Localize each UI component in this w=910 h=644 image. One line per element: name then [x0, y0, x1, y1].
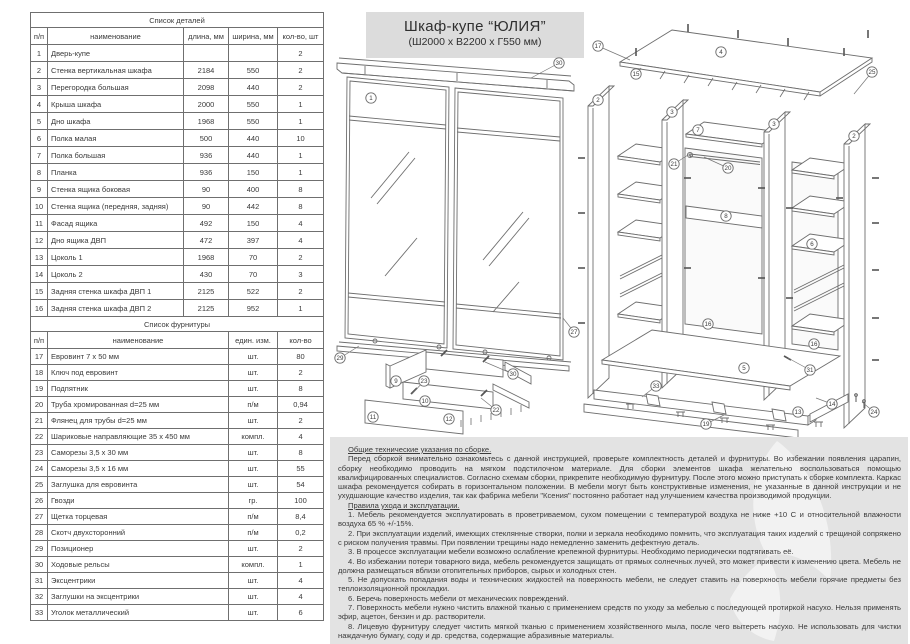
- instructions-panel: [330, 437, 908, 644]
- table-cell: Ходовые рельсы: [48, 557, 229, 573]
- table-row: [31, 413, 324, 429]
- table-cell: 5: [31, 113, 48, 130]
- table-cell: 2: [278, 62, 324, 79]
- table-row: [31, 232, 324, 249]
- table-cell: Саморезы 3,5 х 30 мм: [48, 445, 229, 461]
- parts-table-title: Список деталей: [31, 13, 324, 28]
- table-cell: 54: [278, 477, 324, 493]
- table-cell: п/м: [229, 397, 278, 413]
- table-cell: 12: [31, 232, 48, 249]
- table-cell: Стенка вертикальная шкафа: [48, 62, 184, 79]
- table-cell: 522: [229, 283, 278, 300]
- svg-text:21: 21: [670, 161, 678, 169]
- table-cell: 8: [31, 164, 48, 181]
- diagram-callout-8: [721, 211, 731, 221]
- table-row: [31, 493, 324, 509]
- table-cell: Цоколь 2: [48, 266, 184, 283]
- table-row: [31, 130, 324, 147]
- svg-text:22: 22: [492, 407, 500, 415]
- table-cell: 2: [278, 365, 324, 381]
- svg-text:13: 13: [794, 409, 802, 417]
- svg-text:31: 31: [806, 367, 814, 375]
- table-row: [31, 147, 324, 164]
- svg-text:6: 6: [810, 241, 814, 249]
- table-cell: 28: [31, 525, 48, 541]
- table-cell: 2184: [184, 62, 229, 79]
- svg-text:16: 16: [810, 341, 818, 349]
- table-cell: шт.: [229, 589, 278, 605]
- table-cell: п/м: [229, 525, 278, 541]
- diagram-callout-25: [854, 67, 877, 94]
- table-cell: 26: [31, 493, 48, 509]
- table-row: [31, 349, 324, 365]
- table-cell: 6: [278, 605, 324, 621]
- table-cell: 440: [229, 130, 278, 147]
- table-cell: Стенка ящика (передняя, задняя): [48, 198, 184, 215]
- table-cell: гр.: [229, 493, 278, 509]
- parts-and-hardware-tables: [30, 12, 325, 621]
- table-cell: 70: [229, 249, 278, 266]
- diagram-callout-5: [739, 363, 749, 373]
- table-cell: 472: [184, 232, 229, 249]
- diagram-callout-13: [793, 407, 803, 417]
- table-cell: Труба хромированная d=25 мм: [48, 397, 229, 413]
- table-cell: 90: [184, 198, 229, 215]
- table-cell: 4: [278, 429, 324, 445]
- svg-text:17: 17: [594, 43, 602, 51]
- table-cell: 1: [278, 147, 324, 164]
- svg-text:2: 2: [596, 97, 600, 105]
- table-cell: 492: [184, 215, 229, 232]
- table-cell: 1968: [184, 249, 229, 266]
- parts-table-body: [31, 45, 324, 317]
- svg-text:11: 11: [369, 414, 377, 422]
- table-cell: 2: [278, 413, 324, 429]
- table-cell: 952: [229, 300, 278, 317]
- table-cell: 2: [278, 45, 324, 62]
- table-cell: 27: [31, 509, 48, 525]
- table-cell: Цоколь 1: [48, 249, 184, 266]
- svg-text:10: 10: [421, 398, 429, 406]
- table-cell: Флянец для трубы d=25 мм: [48, 413, 229, 429]
- table-cell: 14: [31, 266, 48, 283]
- table-row: [31, 605, 324, 621]
- drawer-front-panel: [403, 382, 493, 409]
- table-cell: 3: [31, 79, 48, 96]
- table-cell: 0,2: [278, 525, 324, 541]
- table-cell: 31: [31, 573, 48, 589]
- table-row: [31, 509, 324, 525]
- table-cell: 10: [31, 198, 48, 215]
- product-dimensions: (Ш2000 х В2200 х Г550 мм): [408, 36, 542, 48]
- table-cell: 150: [229, 215, 278, 232]
- table-cell: 1: [278, 557, 324, 573]
- table-cell: 4: [278, 589, 324, 605]
- table-cell: 500: [184, 130, 229, 147]
- table-cell: компл.: [229, 557, 278, 573]
- table-cell: шт.: [229, 365, 278, 381]
- table-cell: 20: [31, 397, 48, 413]
- table-cell: 440: [229, 147, 278, 164]
- table-cell: Заглушки на эксцентрики: [48, 589, 229, 605]
- table-cell: 21: [31, 413, 48, 429]
- table-row: [31, 557, 324, 573]
- table-cell: 936: [184, 164, 229, 181]
- diagram-callout-17: [593, 41, 630, 60]
- table-cell: Ключ под евровинт: [48, 365, 229, 381]
- table-cell: 2: [31, 62, 48, 79]
- table-cell: 13: [31, 249, 48, 266]
- table-cell: 29: [31, 541, 48, 557]
- table-cell: Шариковые направляющие 35 х 450 мм: [48, 429, 229, 445]
- table-cell: 442: [229, 198, 278, 215]
- diagram-callout-10: [420, 396, 430, 406]
- table-row: [31, 381, 324, 397]
- table-cell: 6: [31, 130, 48, 147]
- diagram-callout-9: [391, 376, 401, 386]
- svg-text:30: 30: [509, 371, 517, 379]
- table-cell: 550: [229, 62, 278, 79]
- table-row: [31, 79, 324, 96]
- svg-text:4: 4: [719, 49, 723, 57]
- table-row: [31, 525, 324, 541]
- table-cell: Крыша шкафа: [48, 96, 184, 113]
- svg-text:30: 30: [555, 60, 563, 68]
- table-cell: 2125: [184, 300, 229, 317]
- care-rule-1: 1. Мебель рекомендуется эксплуатировать в проветриваемом, сухом помещении с температурой воздуха не ниже +10 С и относительной влажности воздуха 65 % +/-15%.: [338, 510, 901, 529]
- table-row: [31, 198, 324, 215]
- svg-text:2: 2: [852, 133, 856, 141]
- table-cell: 550: [229, 96, 278, 113]
- table-cell: 2: [278, 79, 324, 96]
- parts-table: [30, 12, 324, 317]
- top-panel: [620, 30, 872, 96]
- table-cell: 400: [229, 181, 278, 198]
- table-cell: 4: [278, 215, 324, 232]
- table-cell: 32: [31, 589, 48, 605]
- table-cell: 1: [278, 113, 324, 130]
- column-header: наименование: [48, 332, 229, 349]
- svg-text:27: 27: [570, 329, 578, 337]
- diagram-callout-15: [631, 69, 641, 79]
- table-cell: Задняя стенка шкафа ДВП 2: [48, 300, 184, 317]
- diagram-callout-1: [366, 93, 376, 103]
- table-cell: Дверь-купе: [48, 45, 184, 62]
- column-header: един. изм.: [229, 332, 278, 349]
- svg-text:1: 1: [369, 95, 373, 103]
- svg-text:7: 7: [696, 127, 700, 135]
- right-wall: [844, 124, 870, 428]
- table-cell: Стенка ящика боковая: [48, 181, 184, 198]
- svg-text:25: 25: [868, 69, 876, 77]
- table-cell: Планка: [48, 164, 184, 181]
- care-rule-7: 7. Поверхность мебели нужно чистить влажной тканью с применением средств по уходу за мебелью с последующей протиркой насухо. Нельзя применять эфир, ацетон, бензин и др. растворители.: [338, 603, 901, 622]
- diagram-callout-2: [849, 131, 859, 141]
- diagram-callout-11: [368, 412, 378, 422]
- table-cell: 8: [278, 445, 324, 461]
- table-cell: 22: [31, 429, 48, 445]
- diagram-callout-3: [667, 107, 677, 117]
- instructions-paragraph-assembly: Перед сборкой внимательно ознакомьтесь с данной инструкцией, проверьте комплектность деталей и фурнитуры. Во избежании появления царапин, сборку необходимо проводить на мягком подстилочном материале. Для сборки элементов шкафа желательно воспользоваться помощью квалифицированных специалистов. Согласно схемам сборки, прикрепите необходимую фурнитуру. После этого можно приступать к сборке комплекта. Каркас шкафа рекомендуется собирать в горизонтальном положении. В мебели могут быть конструктивные изменения, не указанные в данной инструкции и не ухудшающие качество изделия, так как фабрика мебели "Ксения" постоянно работает над улучшением качества производимой продукции.: [338, 454, 901, 501]
- svg-text:3: 3: [670, 109, 674, 117]
- table-cell: 2125: [184, 283, 229, 300]
- hardware-table-title: Список фурнитуры: [31, 317, 324, 332]
- diagram-callout-12: [444, 414, 454, 424]
- table-row: [31, 365, 324, 381]
- hardware-table: [30, 316, 324, 621]
- table-row: [31, 62, 324, 79]
- table-row: [31, 589, 324, 605]
- care-rule-3: 3. В процессе эксплуатации мебели возможно ослабление крепежной фурнитуры. Необходимо периодически подтягивать её.: [348, 547, 794, 557]
- svg-text:20: 20: [724, 165, 732, 173]
- table-cell: 397: [229, 232, 278, 249]
- table-cell: 440: [229, 79, 278, 96]
- table-cell: 4: [31, 96, 48, 113]
- column-header: наименование: [48, 28, 184, 45]
- svg-text:12: 12: [445, 416, 453, 424]
- column-header: кол-во: [278, 332, 324, 349]
- table-cell: компл.: [229, 429, 278, 445]
- table-cell: 4: [278, 573, 324, 589]
- table-cell: Подпятник: [48, 381, 229, 397]
- table-row: [31, 300, 324, 317]
- instructions-heading-assembly: Общие технические указания по сборке.: [348, 445, 492, 454]
- table-cell: Перегородка большая: [48, 79, 184, 96]
- table-row: [31, 45, 324, 62]
- svg-text:19: 19: [702, 421, 710, 429]
- svg-text:23: 23: [420, 378, 428, 386]
- column-header: п/п: [31, 28, 48, 45]
- table-cell: 23: [31, 445, 48, 461]
- table-cell: Уголок металлический: [48, 605, 229, 621]
- parts-table-header-row: [31, 28, 324, 45]
- table-cell: Щетка торцевая: [48, 509, 229, 525]
- table-cell: шт.: [229, 541, 278, 557]
- table-cell: 4: [278, 232, 324, 249]
- table-cell: 10: [278, 130, 324, 147]
- diagram-callout-6: [807, 239, 817, 249]
- svg-text:3: 3: [772, 121, 776, 129]
- table-cell: 24: [31, 461, 48, 477]
- table-cell: Полка большая: [48, 147, 184, 164]
- table-row: [31, 541, 324, 557]
- table-row: [31, 397, 324, 413]
- table-cell: 18: [31, 365, 48, 381]
- table-cell: Гвозди: [48, 493, 229, 509]
- table-cell: 30: [31, 557, 48, 573]
- care-rule-4: 4. Во избежании потери товарного вида, мебель рекомендуется защищать от прямых солнечных лучей, это может привести к изменению цвета. Мебель не должна размещаться вблизи отопительных приборов, сырых и холодных стен.: [338, 556, 901, 575]
- table-cell: шт.: [229, 349, 278, 365]
- column-header: ширина, мм: [229, 28, 278, 45]
- diagram-callout-16: [809, 339, 819, 349]
- table-cell: 7: [31, 147, 48, 164]
- table-cell: 936: [184, 147, 229, 164]
- table-row: [31, 573, 324, 589]
- table-row: [31, 461, 324, 477]
- svg-text:8: 8: [724, 213, 728, 221]
- table-cell: 70: [229, 266, 278, 283]
- table-cell: 150: [229, 164, 278, 181]
- table-cell: 25: [31, 477, 48, 493]
- table-row: [31, 283, 324, 300]
- table-row: [31, 96, 324, 113]
- table-cell: 1968: [184, 113, 229, 130]
- sliding-doors-and-drawer-diagram: [333, 50, 583, 442]
- table-cell: 90: [184, 181, 229, 198]
- table-cell: Скотч двухсторонний: [48, 525, 229, 541]
- table-cell: 1: [278, 300, 324, 317]
- table-cell: Дно ящика ДВП: [48, 232, 184, 249]
- back-panel-middle: [685, 148, 762, 334]
- table-row: [31, 113, 324, 130]
- table-cell: 3: [278, 266, 324, 283]
- table-cell: 100: [278, 493, 324, 509]
- table-cell: 8: [278, 181, 324, 198]
- care-rule-8: 8. Лицевую фурнитуру следует чистить мягкой тканью с применением хозяйственного мыла, после чего вытереть насухо. Не использовать для чистки наждачную бумагу, соду и др. средства, содержащие абразивные материалы.: [338, 621, 901, 640]
- table-cell: 17: [31, 349, 48, 365]
- table-row: [31, 215, 324, 232]
- table-cell: 55: [278, 461, 324, 477]
- table-cell: шт.: [229, 445, 278, 461]
- svg-text:16: 16: [704, 321, 712, 329]
- table-cell: 1: [278, 164, 324, 181]
- svg-text:5: 5: [742, 365, 746, 373]
- table-cell: 430: [184, 266, 229, 283]
- table-cell: 11: [31, 215, 48, 232]
- table-row: [31, 181, 324, 198]
- table-row: [31, 445, 324, 461]
- table-cell: 33: [31, 605, 48, 621]
- svg-text:24: 24: [870, 409, 878, 417]
- plinth-boards: [584, 390, 848, 438]
- table-cell: Дно шкафа: [48, 113, 184, 130]
- wardrobe-exploded-diagram: [576, 8, 908, 438]
- table-cell: 2: [278, 541, 324, 557]
- table-cell: 80: [278, 349, 324, 365]
- diagram-callout-24: [862, 402, 879, 417]
- column-header: кол-во, шт: [278, 28, 324, 45]
- table-cell: Саморезы 3,5 х 16 мм: [48, 461, 229, 477]
- product-title: Шкаф-купе “ЮЛИЯ”: [404, 18, 546, 35]
- table-cell: 9: [31, 181, 48, 198]
- table-cell: 8,4: [278, 509, 324, 525]
- hardware-table-header-row: [31, 332, 324, 349]
- table-cell: п/м: [229, 509, 278, 525]
- table-row: [31, 164, 324, 181]
- svg-text:33: 33: [652, 383, 660, 391]
- table-cell: Евровинт 7 х 50 мм: [48, 349, 229, 365]
- column-header: длина, мм: [184, 28, 229, 45]
- table-cell: Эксцентрики: [48, 573, 229, 589]
- table-cell: Заглушка для евровинта: [48, 477, 229, 493]
- table-cell: шт.: [229, 461, 278, 477]
- table-cell: 2: [278, 249, 324, 266]
- care-rule-2: 2. При эксплуатации изделий, имеющих стеклянные створки, полки и зеркала необходимо помнить, что эксплуатация таких изделий с трещиной сопряжено с риском получения травмы. При появлении трещины надо немедленно заменить дефектную деталь.: [338, 528, 901, 547]
- table-cell: 550: [229, 113, 278, 130]
- table-cell: 0,94: [278, 397, 324, 413]
- table-row: [31, 429, 324, 445]
- table-cell: шт.: [229, 381, 278, 397]
- left-wall: [588, 86, 614, 398]
- diagram-callout-2: [593, 95, 603, 105]
- table-cell: Задняя стенка шкафа ДВП 1: [48, 283, 184, 300]
- diagram-callout-4: [716, 47, 726, 57]
- table-row: [31, 249, 324, 266]
- table-row: [31, 477, 324, 493]
- care-rule-6: 6. Беречь поверхность мебели от механических повреждений.: [348, 593, 569, 603]
- table-cell: 16: [31, 300, 48, 317]
- table-cell: шт.: [229, 413, 278, 429]
- svg-text:29: 29: [336, 355, 344, 363]
- table-row: [31, 266, 324, 283]
- diagram-callout-16: [703, 319, 713, 329]
- table-cell: шт.: [229, 605, 278, 621]
- table-cell: шт.: [229, 573, 278, 589]
- table-cell: Фасад ящика: [48, 215, 184, 232]
- diagram-callout-7: [693, 125, 703, 135]
- table-cell: 8: [278, 381, 324, 397]
- table-cell: 19: [31, 381, 48, 397]
- table-cell: Позиционер: [48, 541, 229, 557]
- door-right: [453, 88, 563, 360]
- door-left: [345, 77, 449, 348]
- instructions-heading-care: Правила ухода и эксплуатации.: [348, 500, 460, 510]
- svg-text:15: 15: [632, 71, 640, 79]
- instructions-text: [338, 445, 901, 640]
- column-header: п/п: [31, 332, 48, 349]
- table-cell: 1: [278, 96, 324, 113]
- table-cell: 15: [31, 283, 48, 300]
- table-cell: [229, 45, 278, 62]
- table-cell: 1: [31, 45, 48, 62]
- table-cell: шт.: [229, 477, 278, 493]
- table-cell: Полка малая: [48, 130, 184, 147]
- care-rule-5: 5. Не допускать попадания воды и технических жидкостей на поверхность мебели, не следует ставить на поверхность мебели горячие предметы без теплоизоляционной прокладки.: [338, 575, 901, 594]
- table-cell: 2000: [184, 96, 229, 113]
- table-cell: 2: [278, 283, 324, 300]
- diagram-callout-3: [769, 119, 779, 129]
- table-cell: 8: [278, 198, 324, 215]
- svg-text:9: 9: [394, 378, 398, 386]
- table-cell: 2098: [184, 79, 229, 96]
- hardware-table-body: [31, 349, 324, 621]
- table-cell: [184, 45, 229, 62]
- svg-text:14: 14: [828, 401, 836, 409]
